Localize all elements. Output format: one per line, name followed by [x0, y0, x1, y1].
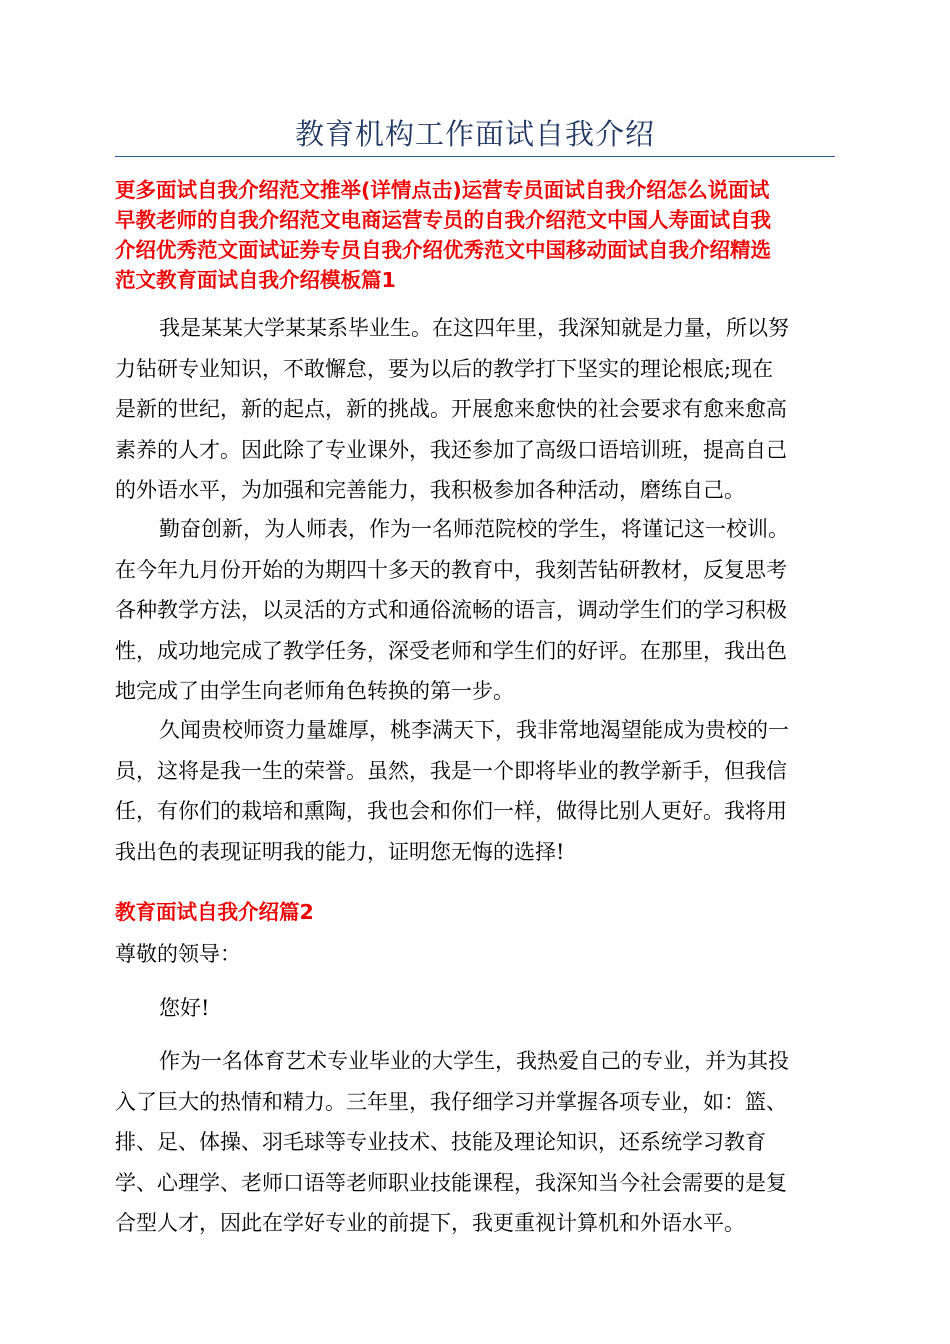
- related-links-line[interactable]: 更多面试自我介绍范文推举(详情点击)运营专员面试自我介绍怎么说面试: [115, 178, 770, 202]
- greeting: [115, 988, 835, 1029]
- paragraph-line: 入了巨大的热情和精力。三年里，我仔细学习并掌握各项专业，如：篮、: [115, 1089, 787, 1114]
- paragraph-line: 各种教学方法，以灵活的方式和通俗流畅的语言，调动学生们的学习积极: [115, 598, 787, 622]
- related-links-line[interactable]: 介绍优秀范文面试证券专员自我介绍优秀范文中国移动面试自我介绍精选: [115, 238, 771, 262]
- paragraph-line: 我出色的表现证明我的能力，证明您无悔的选择!: [115, 839, 565, 864]
- paragraph-line: 的外语水平，为加强和完善能力，我积极参加各种活动，磨练自己。: [115, 478, 745, 502]
- related-links-line[interactable]: 范文教育面试自我介绍模板篇1: [115, 268, 396, 292]
- section-2-heading: 教育面试自我介绍篇2: [115, 900, 314, 924]
- paragraph-line: 员，这将是我一生的荣誉。虽然，我是一个即将毕业的教学新手，但我信: [115, 758, 787, 783]
- paragraph-line: 学、心理学、老师口语等老师职业技能课程，我深知当今社会需要的是复: [115, 1170, 787, 1195]
- paragraph-line: 我是某某大学某某系毕业生。在这四年里，我深知就是力量，所以努: [159, 316, 789, 340]
- paragraph-line: 地完成了由学生向老师角色转换的第一步。: [115, 679, 514, 703]
- related-links-line[interactable]: 早教老师的自我介绍范文电商运营专员的自我介绍范文中国人寿面试自我: [115, 208, 771, 232]
- paragraph-line: 排、足、体操、羽毛球等专业技术、技能及理论知识，还系统学习教育: [115, 1130, 766, 1154]
- paragraph-line: 是新的世纪，新的起点，新的挑战。开展愈来愈快的社会要求有愈来愈高: [115, 397, 787, 421]
- paragraph-line: 力钻研专业知识，不敢懈怠，要为以后的教学打下坚实的理论根底;现在: [115, 356, 774, 381]
- paragraph-line: 久闻贵校师资力量雄厚，桃李满天下，我非常地渴望能成为贵校的一: [159, 718, 789, 742]
- related-articles-links[interactable]: [115, 175, 835, 295]
- paragraph-4: [115, 1041, 835, 1244]
- title-underline: [115, 156, 835, 157]
- paragraph-1: [115, 308, 835, 511]
- paragraph-2: [115, 509, 835, 712]
- salutation: [115, 934, 835, 975]
- salutation-text: 尊敬的领导：: [115, 942, 241, 966]
- paragraph-line: 素养的人才。因此除了专业课外，我还参加了高级口语培训班，提高自己: [115, 437, 787, 462]
- paragraph-line: 在今年九月份开始的为期四十多天的教育中，我刻苦钻研教材，反复思考: [115, 557, 787, 582]
- greeting-text: 您好!: [159, 996, 210, 1020]
- paragraph-line: 任，有你们的栽培和熏陶，我也会和你们一样，做得比别人更好。我将用: [115, 799, 787, 823]
- paragraph-3: [115, 710, 835, 872]
- paragraph-line: 合型人才，因此在学好专业的前提下，我更重视计算机和外语水平。: [115, 1211, 745, 1235]
- paragraph-line: 性，成功地完成了教学任务，深受老师和学生们的好评。在那里，我出色: [115, 638, 787, 663]
- paragraph-line: 勤奋创新，为人师表，作为一名师范院校的学生，将谨记这一校训。: [159, 517, 789, 541]
- paragraph-line: 作为一名体育艺术专业毕业的大学生，我热爱自己的专业，并为其投: [159, 1049, 789, 1073]
- document-title: 教育机构工作面试自我介绍: [294, 117, 655, 151]
